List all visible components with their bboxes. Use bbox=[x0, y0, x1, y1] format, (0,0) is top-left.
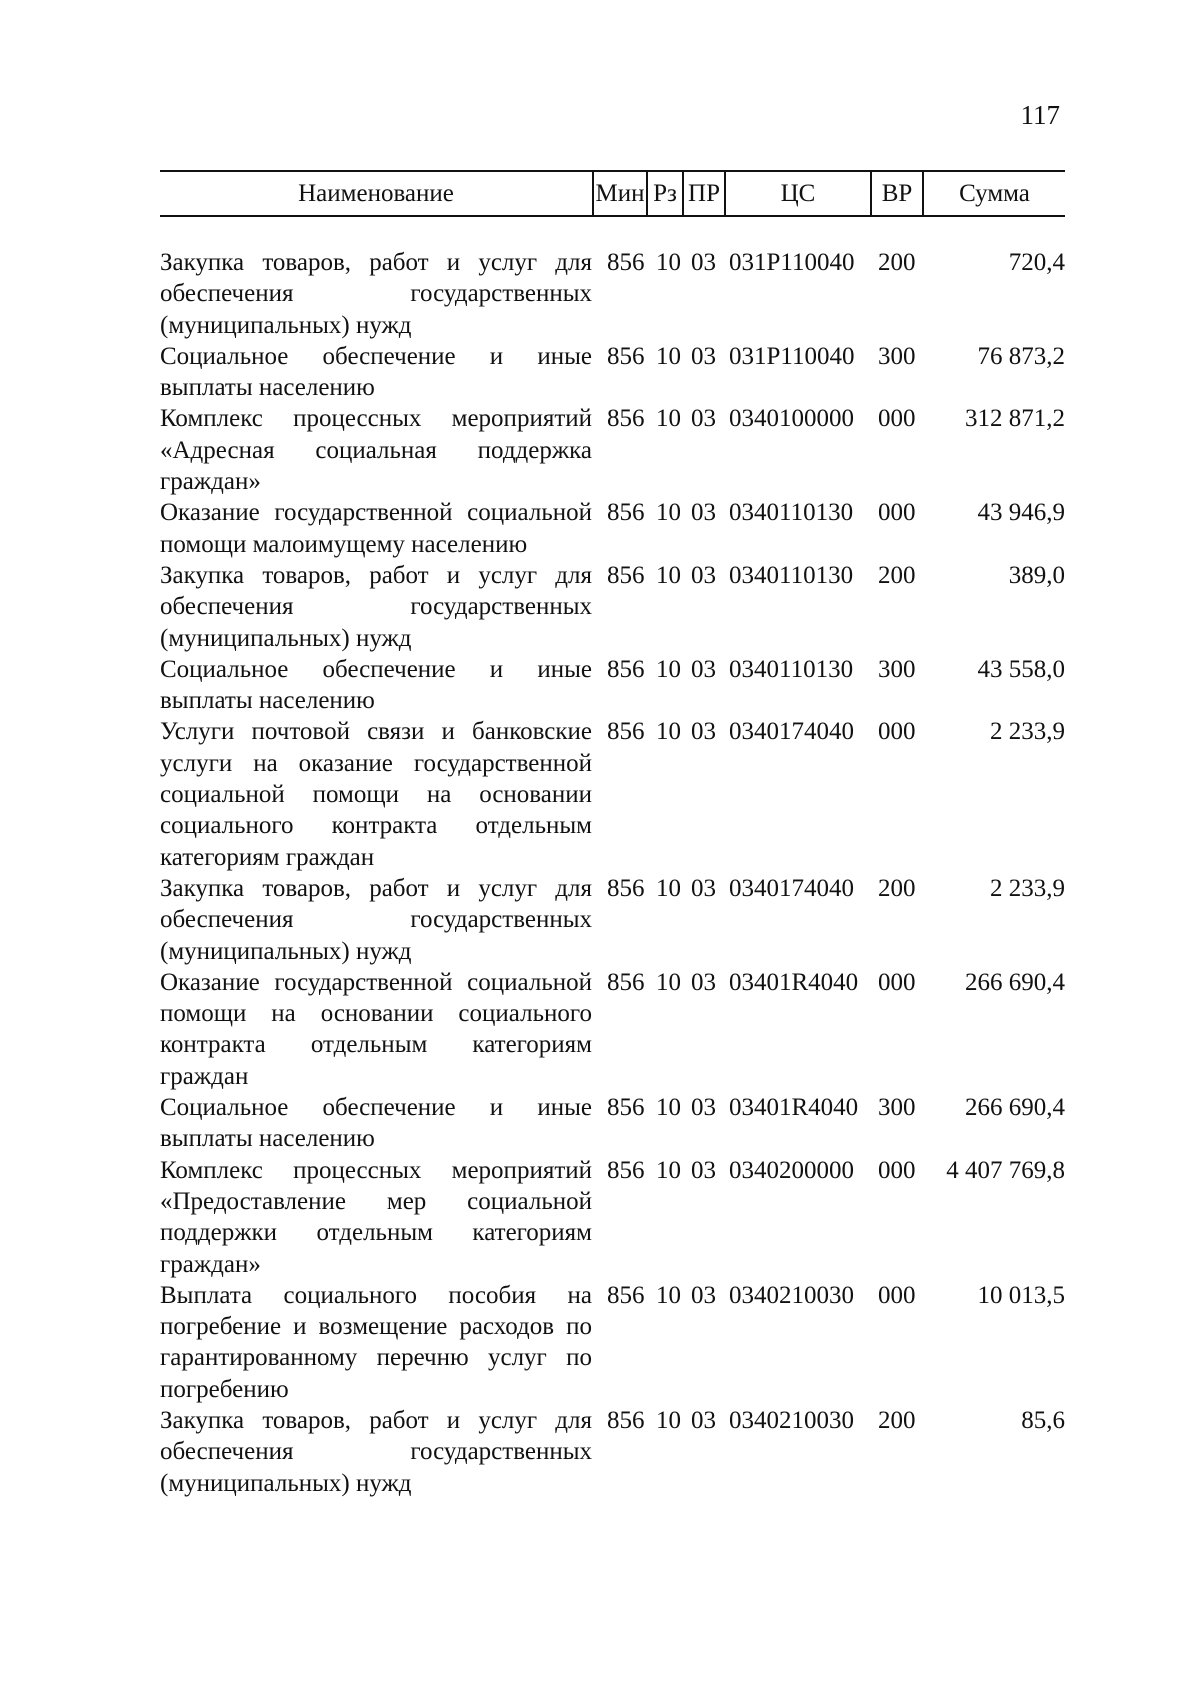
row-vr: 200 bbox=[878, 874, 916, 902]
table-row bbox=[160, 1155, 1065, 1280]
row-pr: 03 bbox=[691, 1281, 716, 1309]
row-rz: 10 bbox=[656, 1156, 681, 1184]
row-sum: 312 871,2 bbox=[965, 405, 1065, 433]
row-pr: 03 bbox=[691, 499, 716, 527]
header-cs: ЦС bbox=[780, 180, 816, 207]
row-rz: 10 bbox=[656, 561, 681, 589]
row-pr: 03 bbox=[691, 968, 716, 996]
header-min: Мин bbox=[595, 180, 645, 207]
row-vr: 000 bbox=[878, 718, 916, 746]
header-bottom-rule bbox=[160, 215, 1065, 217]
row-cs: 0340100000 bbox=[729, 405, 854, 433]
row-vr: 000 bbox=[878, 1281, 916, 1309]
row-min: 856 bbox=[607, 968, 645, 996]
row-min: 856 bbox=[607, 718, 645, 746]
row-sum: 2 233,9 bbox=[990, 874, 1065, 902]
row-vr: 300 bbox=[878, 655, 916, 683]
row-codes bbox=[592, 967, 1065, 1092]
row-pr: 03 bbox=[691, 718, 716, 746]
row-sum: 76 873,2 bbox=[977, 342, 1065, 370]
row-min: 856 bbox=[607, 1406, 645, 1434]
row-name: Комплекс процессных мероприятий «Предоставление мер социальной поддержки отдельным категориям граждан» bbox=[160, 1156, 592, 1278]
row-rz: 10 bbox=[656, 1094, 681, 1122]
row-name: Закупка товаров, работ и услуг для обеспечения государственных (муниципальных) нужд bbox=[160, 874, 592, 965]
table-row bbox=[160, 497, 1065, 560]
row-codes bbox=[592, 1092, 1065, 1155]
row-rz: 10 bbox=[656, 499, 681, 527]
table-row bbox=[160, 654, 1065, 717]
row-name: Социальное обеспечение и иные выплаты населению bbox=[160, 1094, 592, 1153]
row-cs: 0340210030 bbox=[729, 1406, 854, 1434]
row-name: Закупка товаров, работ и услуг для обеспечения государственных (муниципальных) нужд bbox=[160, 249, 592, 339]
row-sum: 43 946,9 bbox=[977, 499, 1065, 527]
row-codes bbox=[592, 1155, 1065, 1280]
row-rz: 10 bbox=[656, 1281, 681, 1309]
row-sum: 389,0 bbox=[1008, 561, 1065, 589]
row-codes bbox=[592, 654, 1065, 717]
row-rz: 10 bbox=[656, 1406, 681, 1434]
row-cs: 0340200000 bbox=[729, 1156, 854, 1184]
row-vr: 000 bbox=[878, 1156, 916, 1184]
row-vr: 000 bbox=[878, 405, 916, 433]
table-row bbox=[160, 1092, 1065, 1155]
row-name: Комплекс процессных мероприятий «Адресная социальная поддержка граждан» bbox=[160, 405, 592, 496]
row-rz: 10 bbox=[656, 874, 681, 902]
row-vr: 000 bbox=[878, 499, 916, 527]
row-codes bbox=[592, 341, 1065, 404]
row-codes bbox=[592, 247, 1065, 341]
row-sum: 4 407 769,8 bbox=[946, 1156, 1065, 1184]
row-min: 856 bbox=[607, 1094, 645, 1122]
row-codes bbox=[592, 560, 1065, 654]
row-cs: 031Р110040 bbox=[729, 249, 855, 276]
header-sum: Сумма bbox=[959, 180, 1030, 207]
row-name: Оказание государственной социальной помощи на основании социального контракта отдельным категориям граждан bbox=[160, 968, 592, 1090]
row-min: 856 bbox=[607, 1281, 645, 1309]
row-name: Выплата социального пособия на погребение и возмещение расходов по гарантированному перечню услуг по погребению bbox=[160, 1281, 592, 1403]
row-name: Социальное обеспечение и иные выплаты населению bbox=[160, 342, 592, 402]
table-body bbox=[160, 247, 1065, 1499]
row-rz: 10 bbox=[656, 968, 681, 996]
table-row bbox=[160, 1405, 1065, 1499]
row-min: 856 bbox=[607, 655, 645, 683]
row-sum: 10 013,5 bbox=[977, 1281, 1065, 1309]
table-row bbox=[160, 403, 1065, 497]
row-cs: 0340110130 bbox=[729, 499, 854, 527]
row-vr: 200 bbox=[878, 1406, 916, 1434]
row-pr: 03 bbox=[691, 1094, 716, 1122]
header-rz: Рз bbox=[653, 180, 677, 207]
row-min: 856 bbox=[607, 874, 645, 902]
row-cs: 0340110130 bbox=[729, 561, 854, 589]
row-cs: 0340174040 bbox=[729, 874, 854, 902]
row-codes bbox=[592, 873, 1065, 967]
row-name: Закупка товаров, работ и услуг для обеспечения государственных (муниципальных) нужд bbox=[160, 561, 592, 652]
row-pr: 03 bbox=[691, 249, 716, 276]
row-name: Закупка товаров, работ и услуг для обеспечения государственных (муниципальных) нужд bbox=[160, 1406, 592, 1497]
page-number: 117 bbox=[1020, 100, 1060, 130]
row-pr: 03 bbox=[691, 405, 716, 433]
row-sum: 2 233,9 bbox=[990, 718, 1065, 746]
row-cs: 03401R4040 bbox=[729, 1094, 859, 1122]
row-rz: 10 bbox=[656, 655, 681, 683]
row-min: 856 bbox=[607, 1156, 645, 1184]
row-name: Услуги почтовой связи и банковские услуги на оказание государственной социальной помощи на основании социального контракта отдельным категориям граждан bbox=[160, 718, 592, 871]
row-vr: 300 bbox=[878, 342, 916, 370]
row-vr: 300 bbox=[878, 1094, 916, 1122]
row-sum: 720,4 bbox=[1008, 249, 1065, 276]
header-vr: ВР bbox=[881, 180, 913, 207]
table-row bbox=[160, 967, 1065, 1092]
table-row bbox=[160, 560, 1065, 654]
row-cs: 0340210030 bbox=[729, 1281, 854, 1309]
row-cs: 0340110130 bbox=[729, 655, 854, 683]
row-pr: 03 bbox=[691, 874, 716, 902]
row-cs: 031Р110040 bbox=[729, 342, 855, 370]
table-row bbox=[160, 873, 1065, 967]
row-pr: 03 bbox=[691, 342, 716, 370]
row-codes bbox=[592, 403, 1065, 497]
row-sum: 266 690,4 bbox=[965, 968, 1065, 996]
header-name: Наименование bbox=[298, 180, 454, 207]
row-sum: 43 558,0 bbox=[977, 655, 1065, 683]
row-codes bbox=[592, 497, 1065, 560]
row-sum: 85,6 bbox=[1021, 1406, 1065, 1434]
row-pr: 03 bbox=[691, 1156, 716, 1184]
row-min: 856 bbox=[607, 405, 645, 433]
row-codes bbox=[592, 716, 1065, 872]
row-min: 856 bbox=[607, 342, 645, 370]
row-codes bbox=[592, 1280, 1065, 1405]
row-cs: 0340174040 bbox=[729, 718, 854, 746]
table-row bbox=[160, 1280, 1065, 1405]
row-sum: 266 690,4 bbox=[965, 1094, 1065, 1122]
row-pr: 03 bbox=[691, 561, 716, 589]
row-rz: 10 bbox=[656, 405, 681, 433]
row-vr: 200 bbox=[878, 249, 916, 276]
row-name: Социальное обеспечение и иные выплаты населению bbox=[160, 655, 592, 715]
row-name: Оказание государственной социальной помощи малоимущему населению bbox=[160, 499, 592, 558]
row-rz: 10 bbox=[656, 342, 681, 370]
row-min: 856 bbox=[607, 499, 645, 527]
row-vr: 200 bbox=[878, 561, 916, 589]
table-row bbox=[160, 716, 1065, 872]
table-row bbox=[160, 341, 1065, 404]
table-header bbox=[160, 170, 1065, 217]
row-codes bbox=[592, 1405, 1065, 1499]
row-cs: 03401R4040 bbox=[729, 968, 859, 996]
row-vr: 000 bbox=[878, 968, 916, 996]
row-pr: 03 bbox=[691, 1406, 716, 1434]
row-min: 856 bbox=[607, 561, 645, 589]
row-rz: 10 bbox=[656, 249, 681, 276]
row-rz: 10 bbox=[656, 718, 681, 746]
row-pr: 03 bbox=[691, 655, 716, 683]
row-min: 856 bbox=[607, 249, 645, 276]
header-pr: ПР bbox=[688, 180, 720, 207]
table-row bbox=[160, 247, 1065, 341]
